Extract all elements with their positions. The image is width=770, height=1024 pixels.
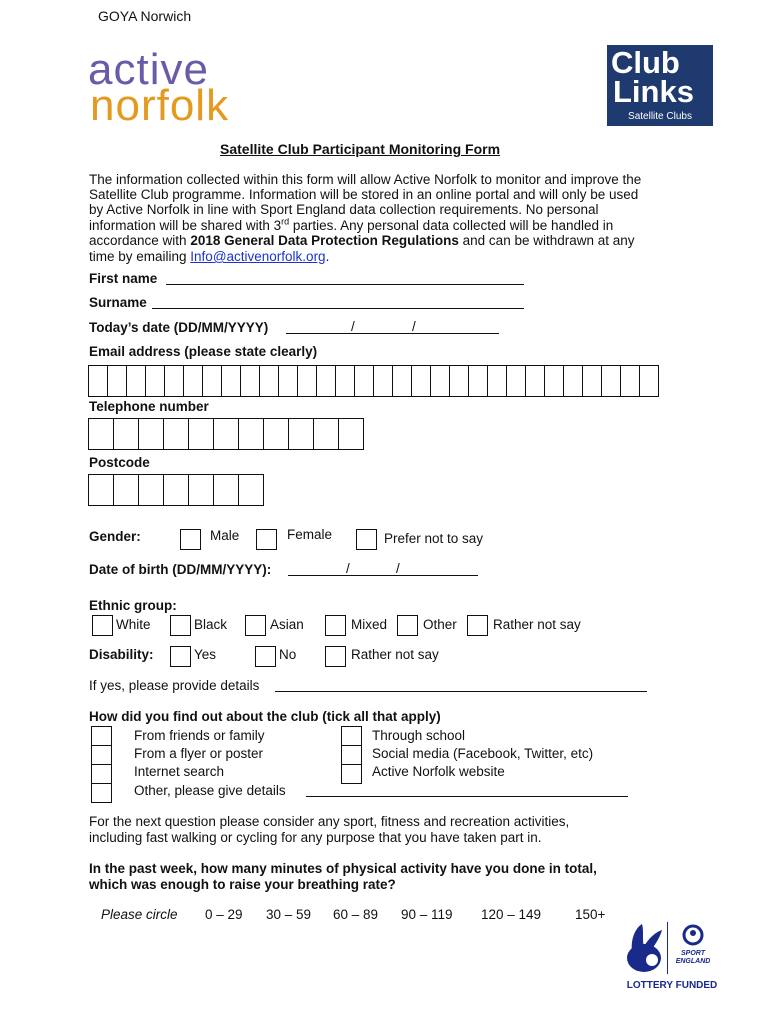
gender-female-label: Female [287,527,333,542]
activity-option[interactable]: 30 – 59 [266,907,312,922]
gender-prefer-checkbox[interactable] [356,529,377,550]
ethnic-black-checkbox[interactable] [170,615,191,636]
telephone-grid[interactable] [88,418,363,450]
lottery-sport-england-logo [620,920,724,1000]
find-flyer-checkbox[interactable] [91,745,112,765]
please-circle-label: Please circle [101,907,178,922]
first-name-field[interactable] [166,284,524,285]
find-other-label: Other, please give details [134,783,286,798]
disability-details-field[interactable] [275,691,647,692]
ethnic-asian-checkbox[interactable] [245,615,266,636]
gdpr-text: 2018 General Data Protection Regulations [190,233,459,248]
ethnic-mixed-checkbox[interactable] [325,615,346,636]
date-slash: / [412,319,416,334]
disability-label: Disability: [89,647,154,662]
gender-label: Gender: [89,529,141,544]
intro-line-3: by Active Norfolk in line with Sport England data collection requirements. No personal [89,202,599,217]
ethnic-white-label: White [116,617,151,632]
find-website-label: Active Norfolk website [372,764,505,779]
surname-label: Surname [89,295,147,310]
form-title: Satellite Club Participant Monitoring Form [220,141,501,157]
if-yes-label: If yes, please provide details [89,678,260,693]
lottery-funded-text: LOTTERY FUNDED [626,980,718,991]
activity-option[interactable]: 150+ [575,907,606,922]
disability-no-label: No [279,647,297,662]
next-question-line-1: For the next question please consider any sport, fitness and recreation activities, [89,814,570,829]
gender-female-checkbox[interactable] [256,529,277,550]
find-website-checkbox[interactable] [341,764,362,784]
logo-active-text: active [88,45,209,94]
todays-date-label: Today’s date (DD/MM/YYYY) [89,320,269,335]
logo-norfolk-text: norfolk [90,81,230,130]
find-school-label: Through school [372,728,466,743]
intro-line-1: The information collected within this form will allow Active Norfolk to monitor and improve the [89,172,642,187]
ethnic-rather-checkbox[interactable] [467,615,488,636]
intro-4-sup: rd [281,216,290,227]
email-label: Email address (please state clearly) [89,344,318,359]
disability-rather-label: Rather not say [351,647,439,662]
next-question-line-2: including fast walking or cycling for any purpose that you have taken part in. [89,830,542,845]
ethnic-black-label: Black [194,617,228,632]
disability-rather-checkbox[interactable] [325,646,346,667]
activity-option[interactable]: 0 – 29 [205,907,243,922]
club-links-links: Links [613,74,694,109]
date-slash: / [351,319,355,334]
disability-yes-checkbox[interactable] [170,646,191,667]
ethnic-other-checkbox[interactable] [397,615,418,636]
gender-male-label: Male [210,528,240,543]
gender-male-checkbox[interactable] [180,529,201,550]
dob-slash: / [396,561,400,576]
dob-slash: / [346,561,350,576]
contact-email-link[interactable]: Info@activenorfolk.org [190,249,326,264]
intro-4b: parties. Any personal data collected will be handled in [289,218,614,233]
intro-5a: accordance with [89,233,191,248]
activity-option[interactable]: 120 – 149 [481,907,542,922]
first-name-label: First name [89,271,158,286]
activity-option[interactable]: 90 – 119 [401,907,453,922]
todays-date-field[interactable] [286,333,499,334]
intro-line-6 [89,249,329,265]
activity-question-line-1: In the past week, how many minutes of physical activity have you done in total, [89,861,597,876]
postcode-label: Postcode [89,455,150,470]
ethnic-other-label: Other [423,617,457,632]
ethnic-asian-label: Asian [270,617,304,632]
intro-4a: information will be shared with 3 [89,218,282,233]
sport-england-text-1: SPORT [681,950,705,957]
find-out-label: How did you find out about the club (tick all that apply) [89,709,441,724]
find-flyer-label: From a flyer or poster [134,746,264,761]
surname-field[interactable] [152,308,524,309]
find-other-checkbox[interactable] [91,783,112,803]
find-friends-label: From friends or family [134,728,265,743]
ethnic-mixed-label: Mixed [351,617,388,632]
find-social-label: Social media (Facebook, Twitter, etc) [372,746,594,761]
disability-no-checkbox[interactable] [255,646,276,667]
intro-6c: . [325,249,330,264]
ethnic-label: Ethnic group: [89,598,177,613]
sport-england-icon [676,924,710,950]
gender-prefer-label: Prefer not to say [384,531,484,546]
ethnic-white-checkbox[interactable] [92,615,113,636]
intro-line-2: Satellite Club programme. Information will be stored in an online portal and will only be used [89,187,639,202]
find-internet-checkbox[interactable] [91,764,112,784]
ethnic-rather-label: Rather not say [493,617,581,632]
dob-field[interactable] [288,575,478,576]
logo-divider [667,922,668,974]
disability-yes-label: Yes [194,647,217,662]
dob-label: Date of birth (DD/MM/YYYY): [89,562,272,577]
activity-option[interactable]: 60 – 89 [333,907,379,922]
find-internet-label: Internet search [134,764,225,779]
lottery-crossed-fingers-icon [622,922,666,974]
postcode-grid[interactable] [88,474,263,506]
find-school-checkbox[interactable] [341,726,362,746]
intro-line-4 [89,218,613,234]
email-grid[interactable] [88,365,658,397]
find-social-checkbox[interactable] [341,745,362,765]
club-links-logo [607,45,713,126]
intro-6a: time by emailing [89,249,191,264]
sport-england-text-2: ENGLAND [675,958,711,965]
intro-line-5 [89,233,635,249]
find-other-details-field[interactable] [306,796,628,797]
club-links-club: Club [611,45,680,80]
intro-5c: and can be withdrawn at any [458,233,635,248]
activity-question-line-2: which was enough to raise your breathing rate? [89,877,396,892]
telephone-label: Telephone number [89,399,209,414]
find-friends-checkbox[interactable] [91,726,112,746]
org-name: GOYA Norwich [98,8,192,24]
active-norfolk-logo [88,45,230,130]
club-links-sub: Satellite Clubs [628,111,692,122]
